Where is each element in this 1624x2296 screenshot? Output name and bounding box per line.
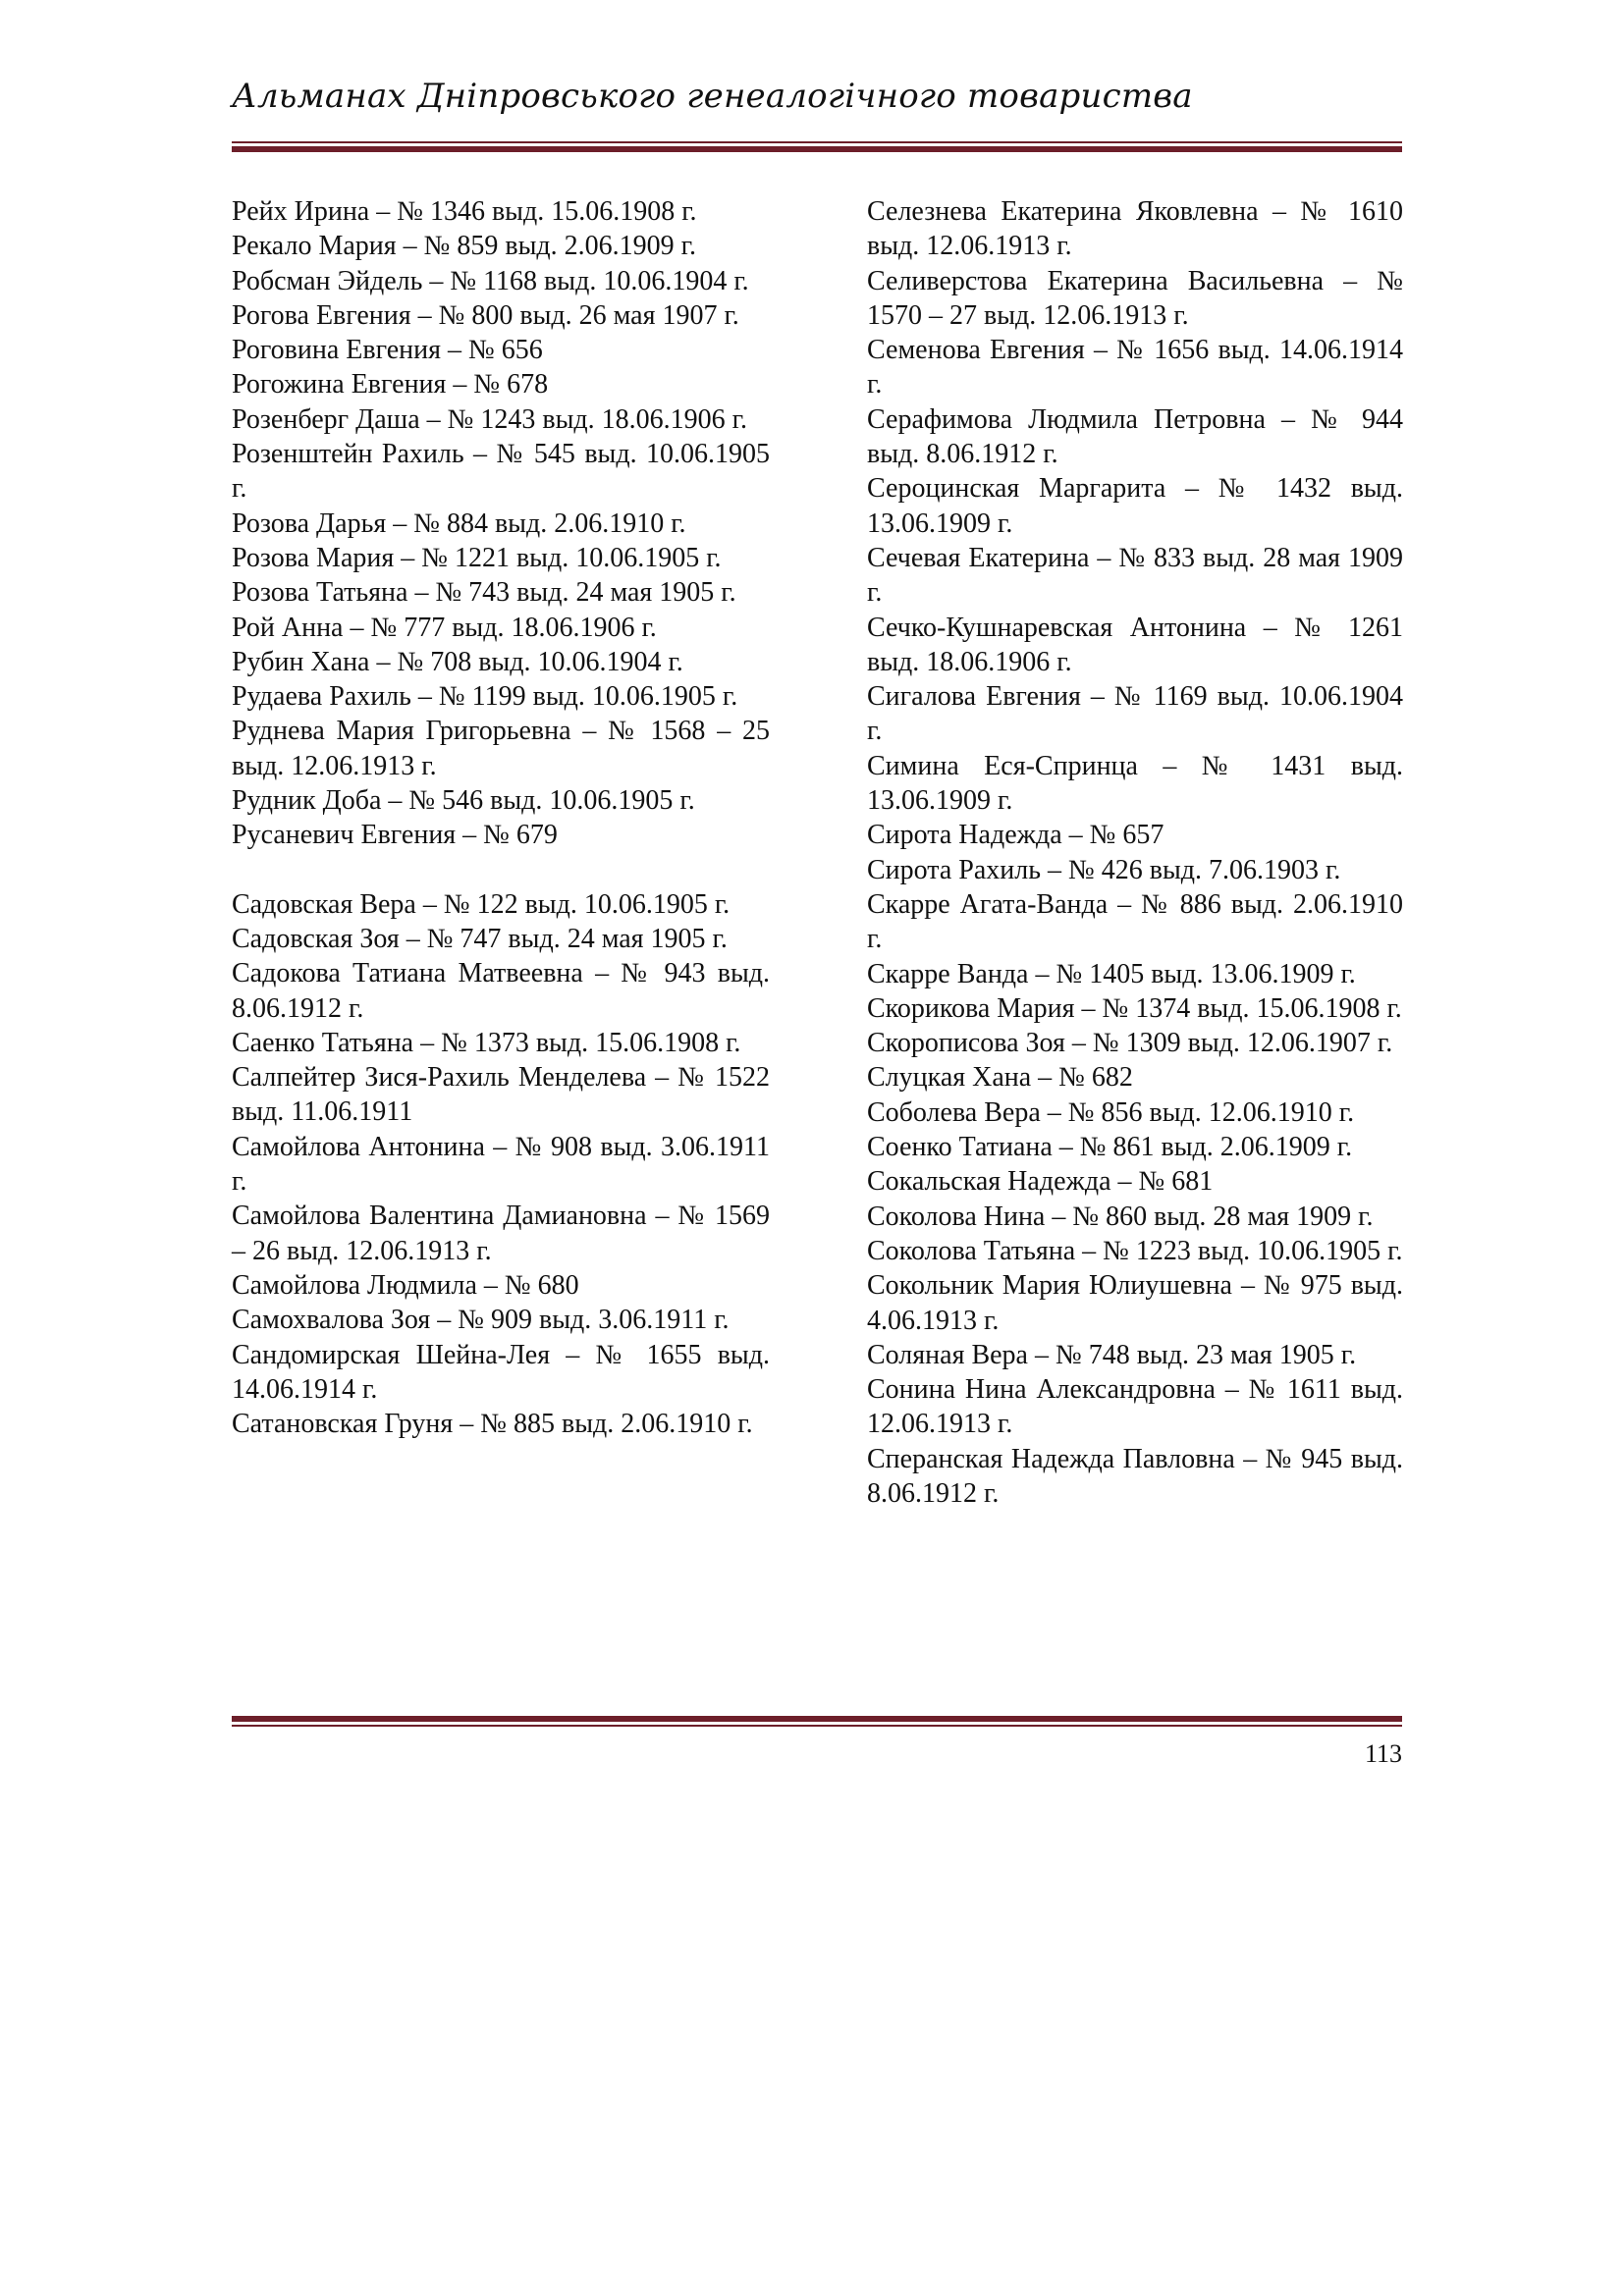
register-entry: Сечевая Екатерина – № 833 выд. 28 мая 1909 г. [867,542,1403,609]
register-entry: Сечко-Кушнаревская Антонина – № 1261 выд. 18.06.1906 г. [867,612,1403,677]
register-entry: Рой Анна – № 777 выд. 18.06.1906 г. [232,612,657,643]
left-column [232,194,770,1441]
register-entry: Самохвалова Зоя – № 909 выд. 3.06.1911 г. [232,1305,730,1336]
register-entry: Селезнева Екатерина Яковлевна – № 1610 выд. 12.06.1913 г. [867,196,1403,262]
register-entry: Рейх Ирина – № 1346 выд. 15.06.1908 г. [232,196,697,227]
right-column [867,194,1403,1511]
register-entry: Сокольник Мария Юлиушевна – № 975 выд. 4.06.1913 г. [867,1270,1403,1336]
register-entry: Розенштейн Рахиль – № 545 выд. 10.06.1905 г. [232,439,770,505]
register-entry: Самойлова Антонина – № 908 выд. 3.06.1911 г. [232,1131,770,1198]
register-entry: Самойлова Людмила – № 680 [232,1269,579,1301]
register-entry: Рудник Доба – № 546 выд. 10.06.1905 г. [232,785,695,817]
register-entry: Сигалова Евгения – № 1169 выд. 10.06.1904 г. [867,681,1403,747]
register-entry: Салпейтер Зися-Рахиль Менделева – № 1522 выд. 11.06.1911 [232,1062,770,1128]
register-entry: Соенко Татиана – № 861 выд. 2.06.1909 г. [867,1132,1353,1163]
register-entry: Садовская Вера – № 122 выд. 10.06.1905 г. [232,888,731,920]
register-entry: Семенова Евгения – № 1656 выд. 14.06.1914 г. [867,335,1403,400]
footer-rule [232,1716,1402,1727]
register-entry: Скорикова Мария – № 1374 выд. 15.06.1908 г. [867,992,1402,1024]
register-entry: Розенберг Даша – № 1243 выд. 18.06.1906 г. [232,403,747,435]
header-rule [232,141,1402,152]
register-entry: Симина Еся-Спринца – № 1431 выд. 13.06.1909 г. [867,750,1403,817]
register-entry: Селиверстова Екатерина Васильевна – № 1570 – 27 выд. 12.06.1913 г. [867,265,1403,331]
register-entry: Сатановская Груня – № 885 выд. 2.06.1910 г. [232,1409,753,1440]
register-entry: Сирота Рахиль – № 426 выд. 7.06.1903 г. [867,854,1341,885]
register-entry: Садовская Зоя – № 747 выд. 24 мая 1905 г. [232,923,728,954]
register-entry: Самойлова Валентина Дамиановна – № 1569 – 26 выд. 12.06.1913 г. [232,1201,770,1266]
page-number: 113 [1364,1739,1402,1768]
register-entry: Робсман Эйдель – № 1168 выд. 10.06.1904 г. [232,265,749,296]
register-entry: Сперанская Надежда Павловна – № 945 выд. 8.06.1912 г. [867,1443,1403,1509]
register-entry: Рудаева Рахиль – № 1199 выд. 10.06.1905 г. [232,681,738,713]
register-entry: Соколова Нина – № 860 выд. 28 мая 1909 г. [867,1201,1374,1232]
register-entry: Соболева Вера – № 856 выд. 12.06.1910 г. [867,1096,1355,1128]
register-entry: Сокальская Надежда – № 681 [867,1166,1214,1198]
section-gap [232,853,770,887]
register-entry: Скарре Ванда – № 1405 выд. 13.06.1909 г. [867,958,1356,989]
register-entry: Соколова Татьяна – № 1223 выд. 10.06.1905 г. [867,1235,1403,1266]
register-entry: Розова Татьяна – № 743 выд. 24 мая 1905 г. [232,577,736,609]
register-entry: Рубин Хана – № 708 выд. 10.06.1904 г. [232,646,683,677]
register-entry: Скорописова Зоя – № 1309 выд. 12.06.1907 г. [867,1028,1393,1059]
page-header-title: Альманах Дніпровського генеалогічного товариства [232,77,1193,116]
register-entry: Роговина Евгения – № 656 [232,335,543,366]
register-entry: Сонина Нина Александровна – № 1611 выд. 12.06.1913 г. [867,1374,1403,1440]
register-entry: Саенко Татьяна – № 1373 выд. 15.06.1908 г. [232,1027,741,1058]
register-entry: Скарре Агата-Ванда – № 886 выд. 2.06.1910 г. [867,888,1403,955]
register-entry: Садокова Татиана Матвеевна – № 943 выд. 8.06.1912 г. [232,958,770,1024]
register-entry: Сероцинская Маргарита – № 1432 выд. 13.06.1909 г. [867,473,1403,539]
register-entry: Серафимова Людмила Петровна – № 944 выд. 8.06.1912 г. [867,403,1403,470]
register-entry: Слуцкая Хана – № 682 [867,1062,1133,1094]
register-entry: Русаневич Евгения – № 679 [232,820,558,851]
register-entry: Сирота Надежда – № 657 [867,820,1164,851]
register-entry: Рогожина Евгения – № 678 [232,369,549,400]
register-entry: Соляная Вера – № 748 выд. 23 мая 1905 г. [867,1339,1357,1370]
register-entry: Сандомирская Шейна-Лея – № 1655 выд. 14.06.1914 г. [232,1339,770,1405]
register-entry: Руднева Мария Григорьевна – № 1568 – 25 выд. 12.06.1913 г. [232,716,770,781]
register-entry: Розова Дарья – № 884 выд. 2.06.1910 г. [232,507,686,539]
register-entry: Розова Мария – № 1221 выд. 10.06.1905 г. [232,542,722,573]
register-entry: Рогова Евгения – № 800 выд. 26 мая 1907 г. [232,299,739,331]
register-entry: Рекало Мария – № 859 выд. 2.06.1909 г. [232,231,696,262]
